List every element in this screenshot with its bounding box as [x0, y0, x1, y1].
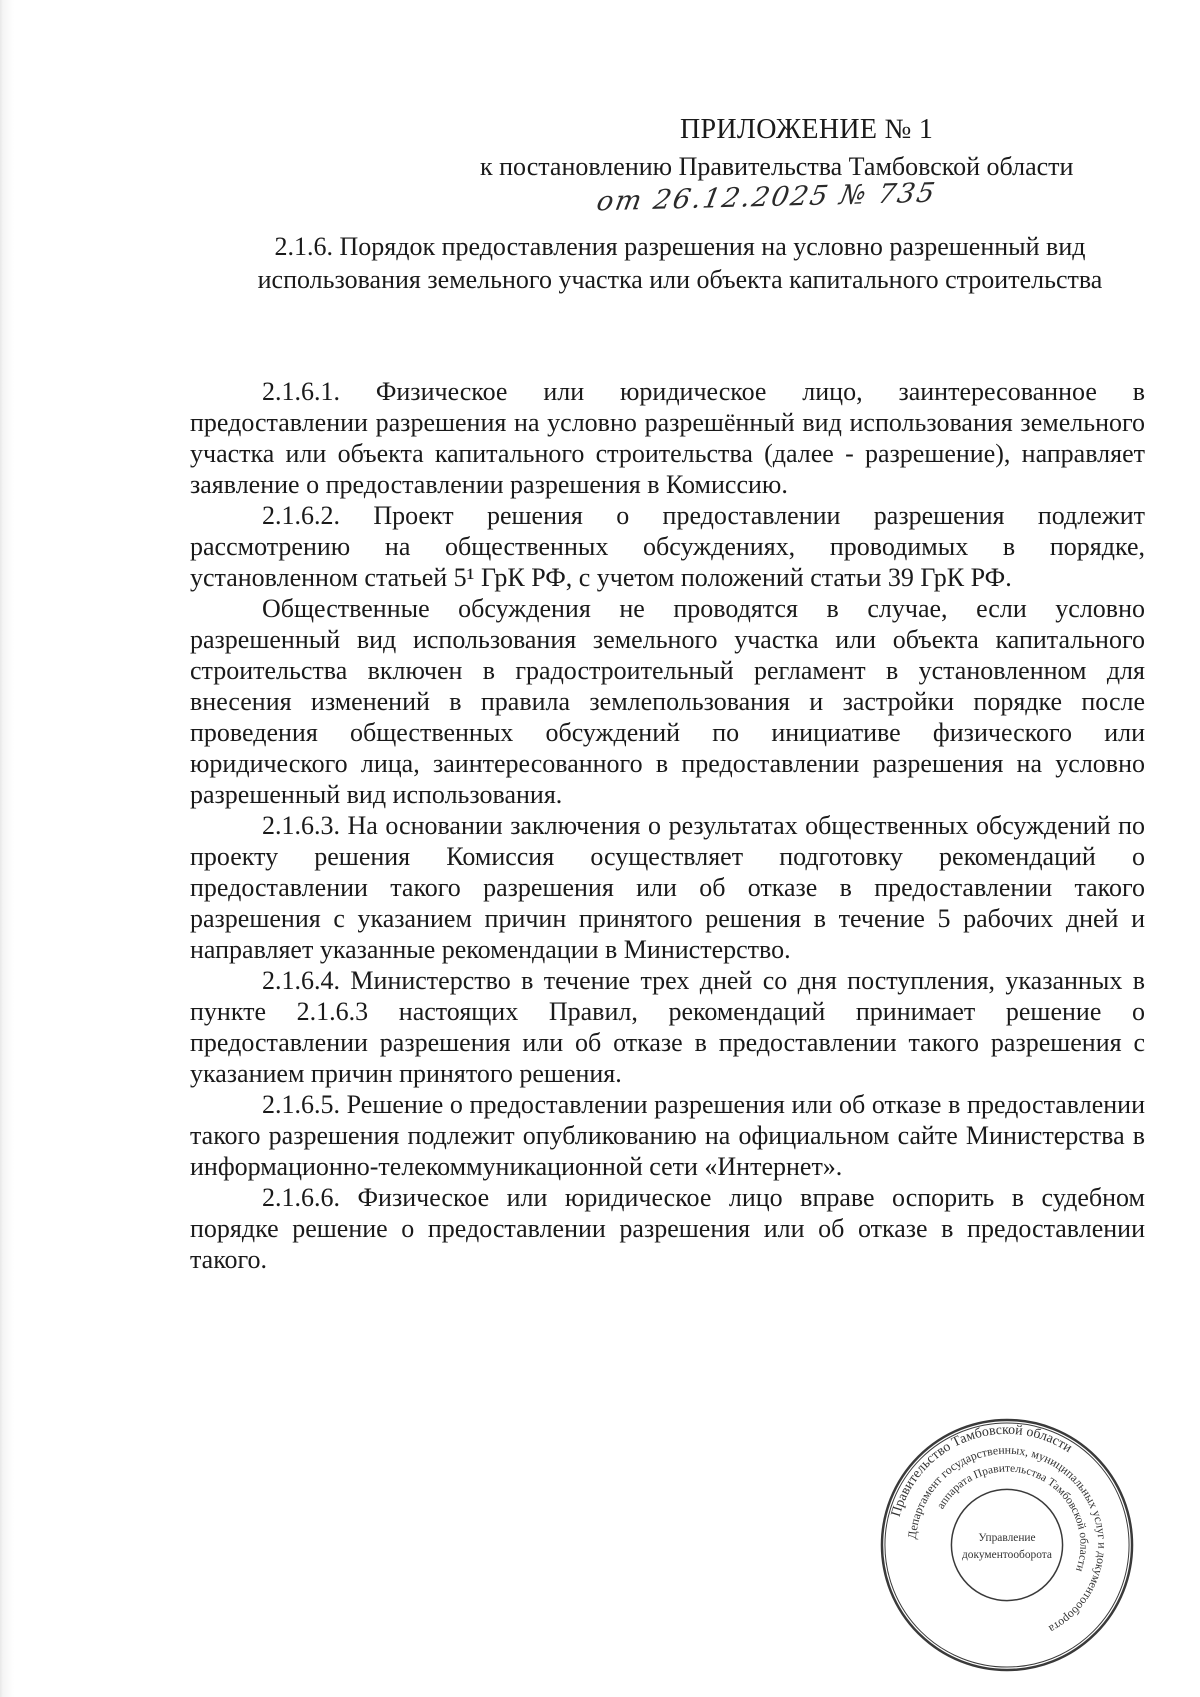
stamp-middle-ring-text: Департамент государственных, муниципальных услуг и документооборота — [904, 1442, 1110, 1637]
handwritten-date-number: от 26.12.2025 № 735 — [594, 177, 940, 218]
appendix-title: ПРИЛОЖЕНИЕ № 1 — [680, 114, 934, 145]
stamp-outer-circle — [882, 1420, 1132, 1670]
stamp-outer-ring-text: Правительство Тамбовской области — [888, 1422, 1075, 1519]
scan-edge-shadow — [0, 0, 22, 1697]
document-body — [190, 376, 1145, 1275]
section-title: 2.1.6. Порядок предоставления разрешения на условно разрешенный вид использования земельного участка или объекта капитального строительства — [257, 232, 1103, 294]
official-stamp — [878, 1416, 1136, 1674]
paragraph-2-1-6-1: 2.1.6.1. Физическое или юридическое лицо, заинтересованное в предоставлении разрешения на условно разрешённый вид использования земельного участка или объекта капитального строительства (далее - разрешение), направляет заявление о предоставлении разрешения в Комиссию. — [190, 377, 1145, 499]
paragraph-2-1-6-4: 2.1.6.4. Министерство в течение трех дней со дня поступления, указанных в пункте 2.1.6.3 настоящих Правил, рекомендаций принимает решение о предоставлении разрешения или об отказе в предоставлении такого разрешения с указанием причин принятого решения. — [190, 966, 1145, 1088]
paragraph-2-1-6-6: 2.1.6.6. Физическое или юридическое лицо вправе оспорить в судебном порядке решение о предоставлении разрешения или об отказе в предоставлении такого. — [190, 1183, 1145, 1274]
paragraph-public-discussions: Общественные обсуждения не проводятся в случае, если условно разрешенный вид использования земельного участка или объекта капитального строительства включен в градостроительный регламент в установленном для внесения изменений в правила землепользования и застройки порядке после проведения общественных обсуждений по инициативе физического или юридического лица, заинтересованного в предоставлении разрешения на условно разрешенный вид использования. — [190, 594, 1145, 809]
paragraph-2-1-6-5: 2.1.6.5. Решение о предоставлении разрешения или об отказе в предоставлении такого разрешения подлежит опубликованию на официальном сайте Министерства в информационно-телекоммуникационной сети «Интернет». — [190, 1090, 1145, 1181]
appendix-subtitle: к постановлению Правительства Тамбовской области — [480, 152, 1074, 181]
paragraph-2-1-6-2: 2.1.6.2. Проект решения о предоставлении разрешения подлежит рассмотрению на общественных обсуждениях, проводимых в порядке, установленном статьей 5¹ ГрК РФ, с учетом положений статьи 39 ГрК РФ. — [190, 501, 1145, 592]
stamp-center-circle — [951, 1489, 1062, 1600]
stamp-center-line-1: Управление — [978, 1532, 1036, 1545]
stamp-inner-ring-text: аппарата Правительства Тамбовской области — [934, 1462, 1090, 1574]
paragraph-2-1-6-3: 2.1.6.3. На основании заключения о результатах общественных обсуждений по проекту решения Комиссия осуществляет подготовку рекомендаций о предоставлении такого разрешения или об отказе в предоставлении такого разрешения с указанием причин принятого решения в течение 5 рабочих дней и направляет указанные рекомендации в Министерство. — [190, 811, 1145, 964]
stamp-center-line-2: документооборота — [961, 1548, 1053, 1561]
